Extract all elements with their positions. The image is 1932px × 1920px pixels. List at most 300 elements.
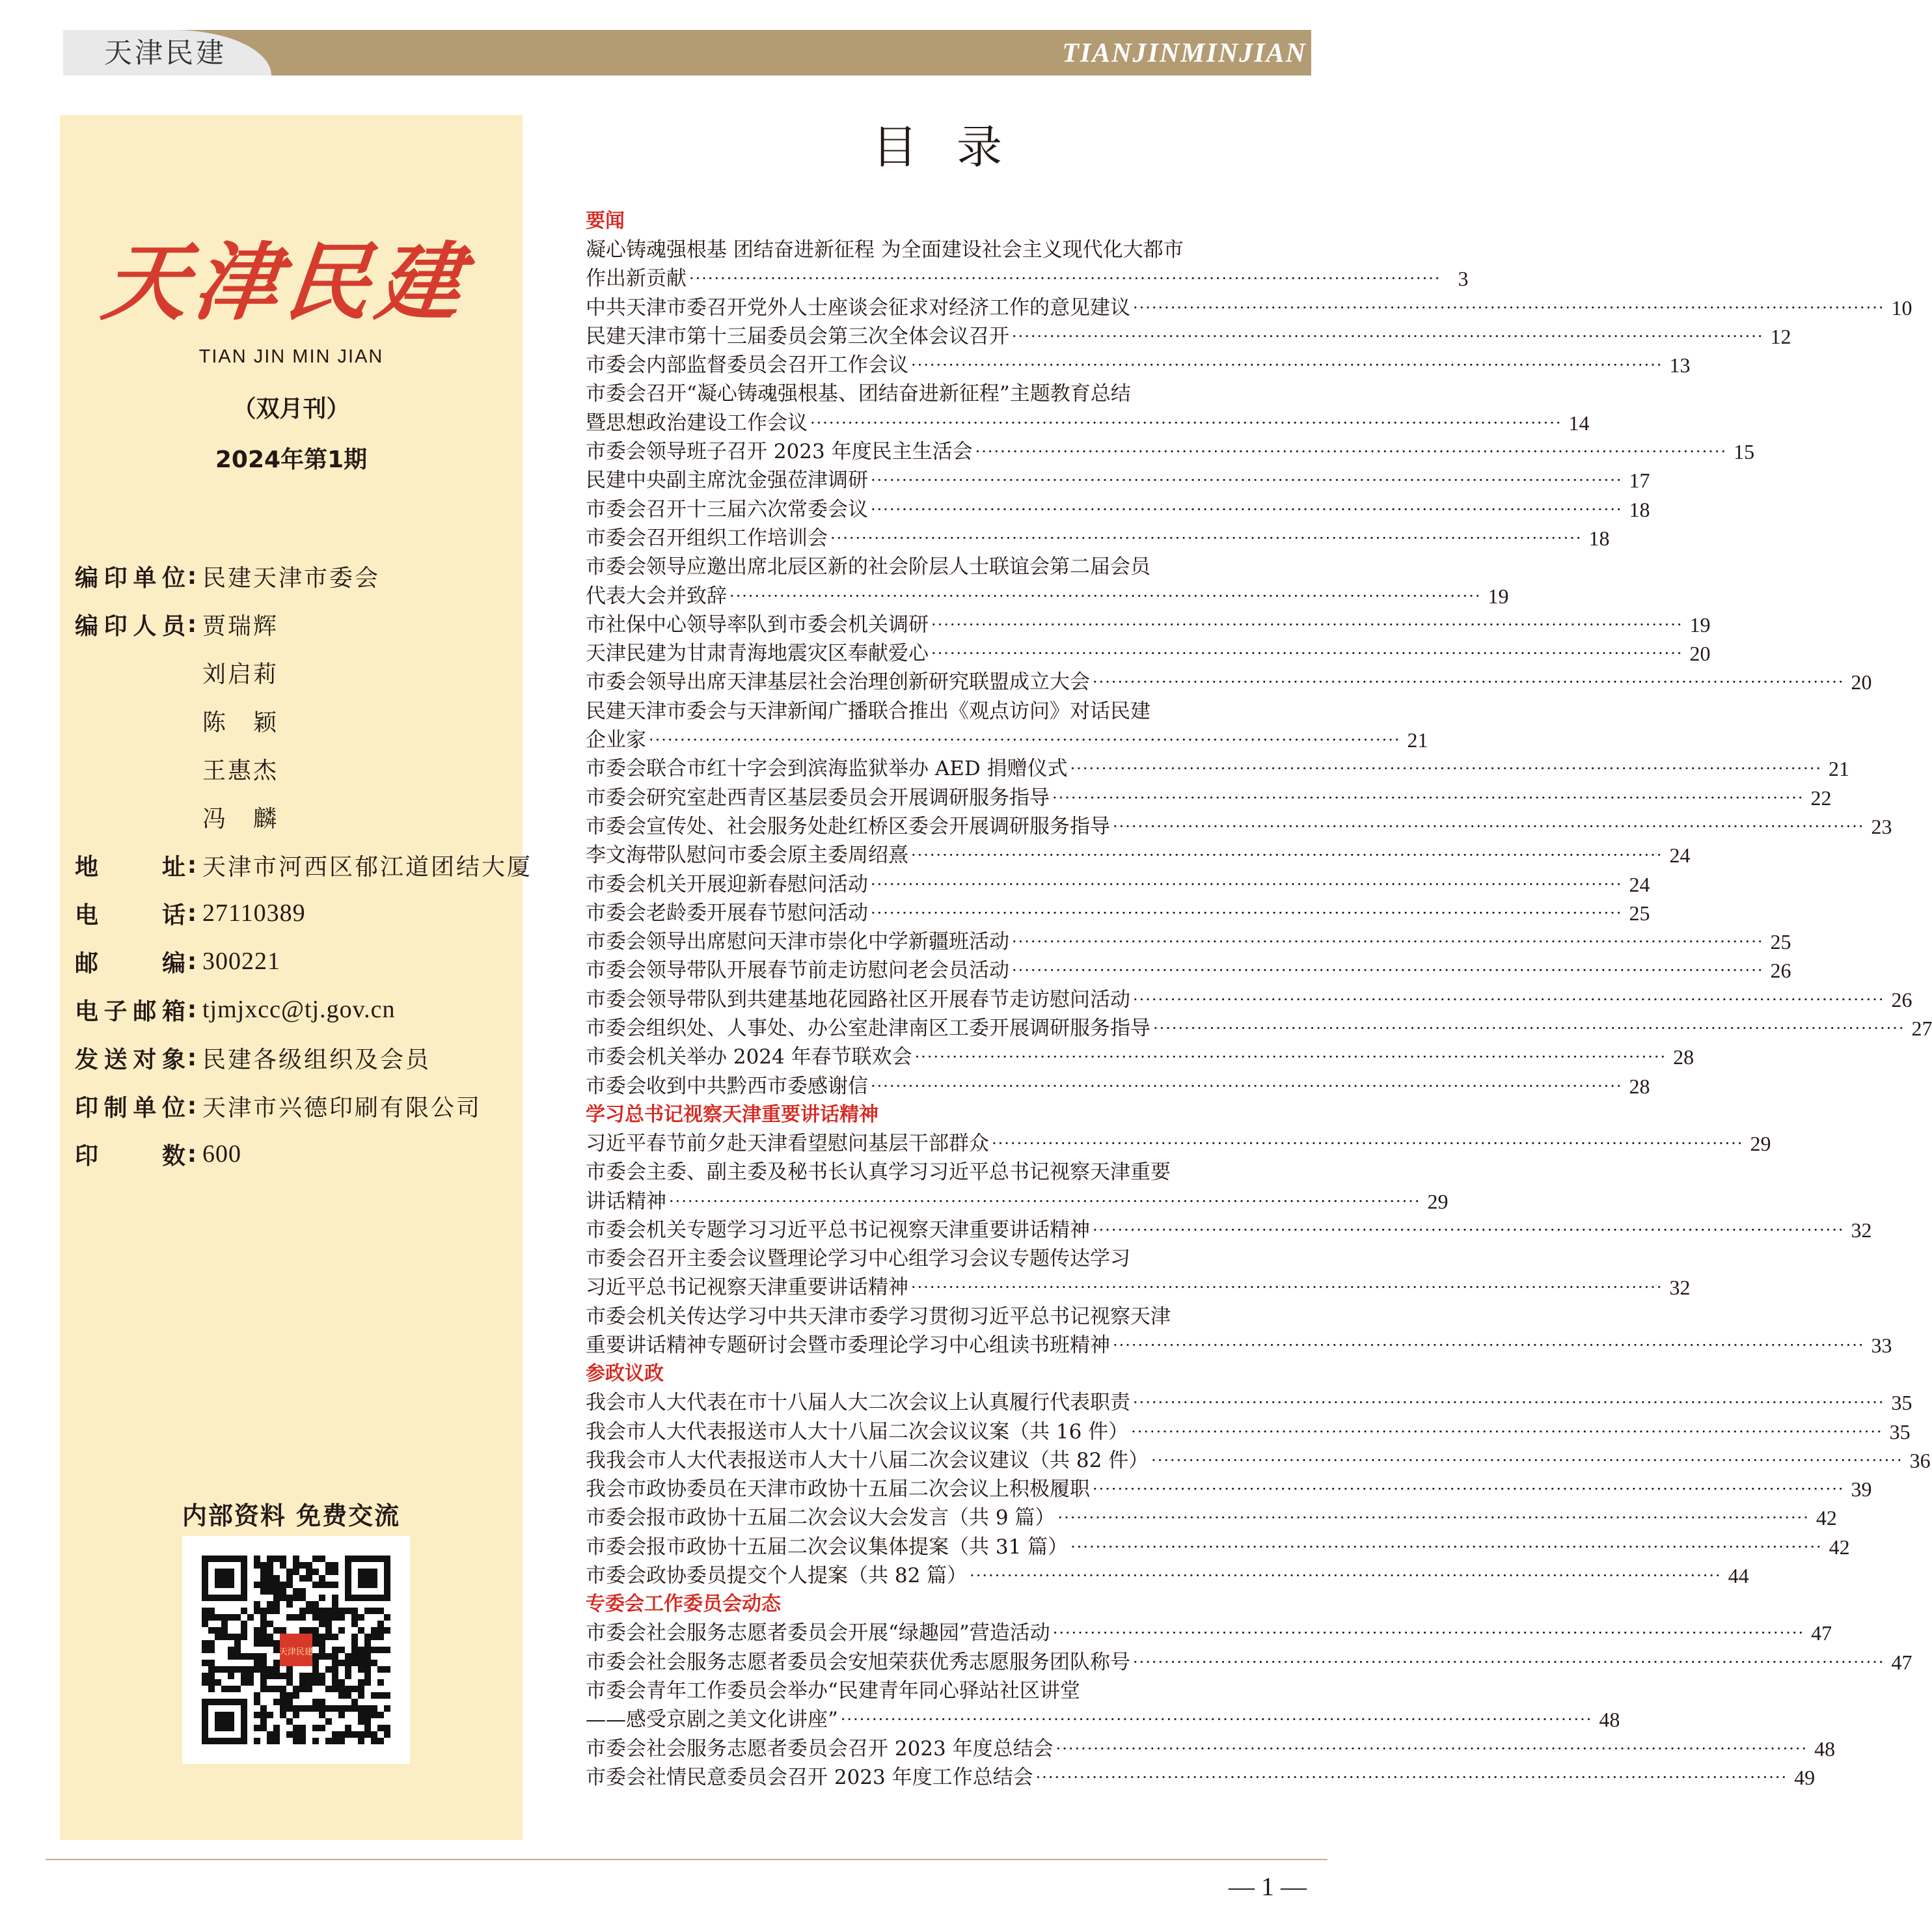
- qr-module: [312, 1699, 319, 1705]
- qr-module: [228, 1686, 234, 1692]
- qr-module: [332, 1614, 338, 1621]
- toc-entry[interactable]: [586, 351, 1691, 379]
- qr-module: [299, 1627, 306, 1634]
- toc-section-heading: 要闻: [586, 210, 625, 232]
- toc-entry[interactable]: [586, 1072, 1650, 1101]
- qr-module: [221, 1614, 228, 1621]
- toc-page-number: 18: [1629, 497, 1650, 521]
- toc-section-heading: 参政议政: [586, 1362, 664, 1386]
- toc-leader-dots: ························································································································: [840, 1710, 1593, 1729]
- qr-module: [286, 1614, 293, 1621]
- qr-module: [286, 1601, 293, 1608]
- qr-module: [260, 1575, 267, 1582]
- toc-leader-dots: ························································································································: [1153, 1019, 1905, 1038]
- qr-module: [241, 1666, 247, 1673]
- qr-module: [234, 1614, 241, 1621]
- info-colon: :: [187, 948, 197, 975]
- qr-module: [384, 1731, 390, 1738]
- toc-entry-title: 市委会领导带队到共建基地花园路社区开展春节走访慰问活动: [586, 987, 1130, 1011]
- info-value: 民建天津市委会: [202, 564, 381, 592]
- toc-entry-title: 市委会研究室赴西青区基层委员会开展调研服务指导: [586, 786, 1050, 810]
- toc-leader-dots: ························································································································: [1012, 933, 1764, 952]
- qr-module: [371, 1647, 377, 1653]
- publication-info: [75, 552, 532, 1178]
- toc-page-number: 36: [1909, 1448, 1931, 1472]
- qr-module: [325, 1634, 332, 1640]
- toc-page-number: 14: [1568, 411, 1590, 435]
- toc-section-heading: 学习总书记视察天津重要讲话精神: [586, 1103, 878, 1126]
- qr-module: [280, 1627, 286, 1634]
- toc-entry[interactable]: [586, 927, 1791, 956]
- qr-module: [312, 1582, 319, 1588]
- qr-module: [358, 1712, 364, 1718]
- toc-entry[interactable]: [586, 1503, 1837, 1532]
- toc-entry-title: 李文海带队慰问市委会原主委周绍熹: [586, 843, 908, 868]
- qr-module: [325, 1686, 332, 1692]
- qr-module: [208, 1679, 215, 1686]
- toc-leader-dots: ························································································································: [649, 731, 1401, 750]
- qr-module: [306, 1608, 312, 1614]
- qr-module: [260, 1634, 267, 1640]
- qr-module: [364, 1731, 371, 1738]
- toc-entry[interactable]: [586, 1014, 1932, 1043]
- qr-module: [332, 1653, 338, 1660]
- info-colon: :: [187, 1140, 197, 1168]
- qr-module: [312, 1634, 319, 1640]
- qr-module: [286, 1575, 293, 1582]
- toc-entry[interactable]: [586, 294, 1912, 322]
- qr-module: [286, 1666, 293, 1673]
- qr-module: [228, 1614, 234, 1621]
- toc-entry[interactable]: [586, 495, 1650, 524]
- qr-module: [293, 1692, 299, 1699]
- toc-entry-title: 暨思想政治建设工作会议: [586, 411, 808, 435]
- toc-entry[interactable]: [586, 668, 1872, 696]
- info-label: 编印单位: [75, 564, 185, 592]
- toc-entry[interactable]: [586, 1273, 1691, 1302]
- toc-entry[interactable]: [586, 264, 1469, 293]
- toc-page-number: 17: [1629, 469, 1650, 493]
- toc-leader-dots: ························································································································: [689, 269, 1441, 288]
- qr-module: [234, 1686, 241, 1692]
- qr-module: [312, 1738, 319, 1744]
- footer-rule: [46, 1859, 1327, 1860]
- qr-module: [241, 1679, 247, 1686]
- qr-module: [260, 1725, 267, 1731]
- qr-module: [234, 1653, 241, 1660]
- qr-module: [364, 1608, 371, 1614]
- qr-module: [377, 1634, 384, 1640]
- toc-leader-dots: ························································································································: [810, 413, 1562, 432]
- qr-module: [312, 1556, 319, 1562]
- qr-module: [319, 1614, 325, 1621]
- qr-module: [273, 1738, 280, 1744]
- toc-entry[interactable]: [586, 784, 1832, 812]
- qr-module: [293, 1556, 299, 1562]
- toc-entry-title: 市委会老龄委开展春节慰问活动: [586, 901, 868, 925]
- toc-entry-line: 市委会机关传达学习中共天津市委学习贯彻习近平总书记视察天津: [586, 1304, 1171, 1328]
- toc-page-number: 13: [1669, 353, 1691, 377]
- toc-entry[interactable]: [586, 1735, 1836, 1763]
- qr-module: [254, 1666, 260, 1673]
- toc-entry-title: ——感受京剧之美文化讲座”: [586, 1708, 838, 1732]
- qr-module: [208, 1627, 215, 1634]
- info-label: 编印人员: [75, 612, 185, 640]
- qr-module: [332, 1601, 338, 1608]
- qr-module: [332, 1673, 338, 1679]
- toc-page-number: 26: [1770, 959, 1791, 983]
- qr-module: [273, 1699, 280, 1705]
- qr-module: [358, 1718, 364, 1725]
- toc-page-number: 26: [1891, 987, 1912, 1011]
- qr-module: [345, 1731, 351, 1738]
- toc-entry[interactable]: [586, 899, 1650, 927]
- qr-module: [293, 1569, 299, 1575]
- qr-module: [319, 1725, 325, 1731]
- toc-leader-dots: ························································································································: [1035, 1768, 1788, 1787]
- qr-module: [260, 1614, 267, 1621]
- qr-module: [351, 1686, 358, 1692]
- qr-module: [260, 1705, 267, 1712]
- qr-module: [202, 1621, 208, 1627]
- qr-module: [293, 1595, 299, 1601]
- toc-entry[interactable]: [586, 1475, 1872, 1503]
- toc-entry[interactable]: [586, 841, 1691, 870]
- toc-entry-title: 市委会社会服务志愿者委员会开展“绿趣园”营造活动: [586, 1621, 1050, 1645]
- qr-module: [208, 1666, 215, 1673]
- info-colon: :: [187, 610, 197, 638]
- toc-entry-title: 市委会召开组织工作培训会: [586, 526, 828, 550]
- toc-page-number: 32: [1851, 1218, 1872, 1242]
- qr-code-image: [182, 1536, 410, 1764]
- header-pinyin: TIANJINMINJIAN: [1062, 38, 1307, 68]
- toc-entry[interactable]: [586, 409, 1590, 437]
- toc-leader-dots: ························································································································: [830, 528, 1583, 547]
- qr-module: [332, 1569, 338, 1575]
- qr-module: [280, 1582, 286, 1588]
- qr-module: [247, 1614, 254, 1621]
- toc-page-number: 19: [1488, 584, 1509, 608]
- editor-name: 陈 颖: [202, 709, 279, 736]
- qr-module: [260, 1640, 267, 1647]
- qr-module: [273, 1627, 280, 1634]
- toc-entry[interactable]: [586, 1619, 1832, 1647]
- qr-module: [371, 1608, 377, 1614]
- qr-module: [371, 1705, 377, 1712]
- qr-module: [364, 1634, 371, 1640]
- toc-leader-dots: ························································································································: [1057, 1509, 1810, 1528]
- toc-leader-dots: ························································································································: [1133, 990, 1885, 1009]
- qr-module: [299, 1562, 306, 1569]
- qr-module: [273, 1601, 280, 1608]
- qr-module: [364, 1673, 371, 1679]
- qr-module: [345, 1692, 351, 1699]
- qr-module: [273, 1556, 280, 1562]
- qr-module: [319, 1705, 325, 1712]
- toc-entry[interactable]: [586, 754, 1850, 783]
- qr-module: [325, 1666, 332, 1673]
- qr-module: [345, 1686, 351, 1692]
- qr-module: [299, 1731, 306, 1738]
- qr-module: [325, 1562, 332, 1569]
- toc-entry-line: 市委会召开“凝心铸魂强根基、团结奋进新征程”主题教育总结: [586, 382, 1131, 406]
- toc-leader-dots: ························································································································: [1133, 1393, 1885, 1412]
- qr-module: [332, 1562, 338, 1569]
- qr-module: [267, 1588, 273, 1595]
- qr-module: [267, 1582, 273, 1588]
- qr-module: [377, 1679, 384, 1686]
- toc-entry[interactable]: [586, 1043, 1694, 1071]
- qr-module: [280, 1556, 286, 1562]
- qr-module: [254, 1653, 260, 1660]
- toc-entry[interactable]: [586, 466, 1650, 495]
- qr-module: [319, 1653, 325, 1660]
- qr-module: [202, 1660, 208, 1666]
- toc-entry[interactable]: [586, 1648, 1912, 1677]
- qr-module: [280, 1699, 286, 1705]
- qr-module: [306, 1569, 312, 1575]
- qr-module: [312, 1608, 319, 1614]
- qr-module: [306, 1601, 312, 1608]
- toc-entry[interactable]: [586, 870, 1650, 899]
- toc-leader-dots: ························································································································: [1113, 1336, 1865, 1354]
- qr-module: [202, 1673, 208, 1679]
- toc-entry-title: 天津民建为甘肃青海地震灾区奉献爱心: [586, 642, 929, 666]
- toc-entry[interactable]: [586, 1705, 1620, 1734]
- qr-module: [299, 1725, 306, 1731]
- publication-frequency: （双月刊）: [232, 396, 350, 422]
- qr-module: [299, 1686, 306, 1692]
- toc-page-number: 25: [1770, 930, 1791, 954]
- toc-entry[interactable]: [586, 437, 1755, 466]
- toc-entry[interactable]: [586, 1331, 1892, 1360]
- toc-page-number: 48: [1814, 1736, 1836, 1761]
- qr-module: [358, 1627, 364, 1634]
- info-value: 天津市兴德印刷有限公司: [202, 1094, 482, 1121]
- toc-leader-dots: ························································································································: [970, 1567, 1722, 1585]
- qr-module: [377, 1666, 384, 1673]
- toc-entry[interactable]: [586, 582, 1509, 610]
- qr-module: [364, 1647, 371, 1653]
- toc-page-number: 20: [1851, 670, 1872, 694]
- magazine-logo: 天津民建: [98, 232, 474, 332]
- qr-module: [377, 1621, 384, 1627]
- info-colon: :: [187, 899, 197, 927]
- toc-entry[interactable]: [586, 1763, 1816, 1792]
- qr-module: [319, 1640, 325, 1647]
- toc-page-number: 33: [1871, 1333, 1892, 1357]
- info-row: [75, 1034, 532, 1082]
- qr-module: [286, 1679, 293, 1686]
- toc-page-number: 24: [1629, 872, 1650, 896]
- toc-page-number: 35: [1891, 1391, 1912, 1415]
- toc-entry-title: 市委会召开十三届六次常委会议: [586, 497, 868, 521]
- qr-module: [273, 1640, 280, 1647]
- toc-entry[interactable]: [586, 1561, 1749, 1590]
- info-row: [75, 985, 532, 1034]
- toc-page-number: 3: [1458, 267, 1469, 291]
- qr-module: [319, 1712, 325, 1718]
- toc-entry-title: 市委会领导带队开展春节前走访慰问老会员活动: [586, 959, 1009, 983]
- qr-module: [325, 1582, 332, 1588]
- qr-module: [293, 1614, 299, 1621]
- qr-module: [306, 1562, 312, 1569]
- qr-module: [364, 1725, 371, 1731]
- qr-module: [247, 1653, 254, 1660]
- qr-module: [345, 1653, 351, 1660]
- qr-module: [254, 1608, 260, 1614]
- toc-leader-dots: ························································································································: [871, 500, 1623, 519]
- toc-entry[interactable]: [586, 1533, 1850, 1561]
- info-colon: :: [187, 562, 197, 590]
- qr-module: [325, 1569, 332, 1575]
- qr-module: [234, 1666, 241, 1673]
- toc-leader-dots: ························································································································: [931, 644, 1683, 663]
- qr-module: [208, 1640, 215, 1647]
- qr-module: [260, 1686, 267, 1692]
- toc-entry[interactable]: [586, 524, 1610, 553]
- qr-code[interactable]: [182, 1536, 410, 1764]
- toc-entry[interactable]: [586, 1129, 1771, 1158]
- toc-entry[interactable]: [586, 1216, 1872, 1244]
- toc-page-number: 29: [1427, 1189, 1449, 1213]
- qr-module: [286, 1595, 293, 1601]
- qr-module: [267, 1562, 273, 1569]
- qr-module: [273, 1673, 280, 1679]
- qr-module: [325, 1608, 332, 1614]
- qr-module: [260, 1712, 267, 1718]
- toc-entry[interactable]: [586, 1418, 1911, 1446]
- toc-page-number: 21: [1829, 757, 1850, 781]
- qr-module: [286, 1673, 293, 1679]
- qr-module: [254, 1699, 260, 1705]
- toc-entry[interactable]: [586, 726, 1428, 754]
- toc-entry[interactable]: [586, 610, 1711, 639]
- toc-entry[interactable]: [586, 985, 1912, 1014]
- info-value: 600: [202, 1140, 241, 1168]
- qr-module: [384, 1725, 390, 1731]
- qr-finder-core: [358, 1569, 377, 1588]
- qr-module: [208, 1660, 215, 1666]
- toc-entry-title: 市委会报市政协十五届二次会议大会发言（共 9 篇）: [586, 1506, 1055, 1530]
- qr-module: [338, 1660, 345, 1666]
- qr-module: [208, 1608, 215, 1614]
- toc-entry[interactable]: [586, 1388, 1912, 1417]
- qr-module: [358, 1731, 364, 1738]
- qr-module: [254, 1692, 260, 1699]
- qr-module: [351, 1640, 358, 1647]
- toc-entry[interactable]: [586, 1187, 1449, 1216]
- qr-module: [338, 1738, 345, 1744]
- toc-page-number: 39: [1851, 1477, 1872, 1502]
- qr-module: [332, 1595, 338, 1601]
- toc-entry-title: 讲话精神: [586, 1189, 666, 1213]
- info-label: 发送对象: [75, 1046, 185, 1073]
- toc-entry[interactable]: [586, 322, 1791, 351]
- qr-module: [280, 1673, 286, 1679]
- qr-module: [377, 1712, 384, 1718]
- qr-module: [325, 1705, 332, 1712]
- qr-module: [215, 1679, 221, 1686]
- qr-module: [364, 1679, 371, 1686]
- qr-finder-core: [215, 1712, 234, 1731]
- qr-module: [267, 1575, 273, 1582]
- qr-module: [286, 1692, 293, 1699]
- qr-module: [241, 1673, 247, 1679]
- qr-module: [319, 1699, 325, 1705]
- qr-module: [332, 1731, 338, 1738]
- qr-module: [351, 1621, 358, 1627]
- qr-module: [306, 1705, 312, 1712]
- toc-page-number: 42: [1829, 1535, 1850, 1559]
- qr-module: [260, 1666, 267, 1673]
- qr-module: [202, 1647, 208, 1653]
- toc-entry-title: 市委会宣传处、社会服务处赴红桥区委会开展调研服务指导: [586, 814, 1110, 838]
- toc-page-number: 42: [1816, 1506, 1837, 1530]
- qr-module: [319, 1582, 325, 1588]
- qr-module: [234, 1640, 241, 1647]
- qr-module: [299, 1595, 306, 1601]
- qr-module: [254, 1562, 260, 1569]
- toc-page-number: 19: [1689, 612, 1711, 637]
- qr-module: [351, 1731, 358, 1738]
- toc-page-number: 28: [1629, 1074, 1650, 1098]
- qr-module: [267, 1601, 273, 1608]
- qr-module: [280, 1595, 286, 1601]
- qr-module: [273, 1660, 280, 1666]
- toc-leader-dots: ························································································································: [911, 1278, 1663, 1297]
- qr-module: [371, 1627, 377, 1634]
- qr-module: [228, 1653, 234, 1660]
- toc-entry-title: 市委会政协委员提交个人提案（共 82 篇）: [586, 1564, 968, 1588]
- qr-module: [351, 1653, 358, 1660]
- qr-module: [273, 1686, 280, 1692]
- toc-entry-title: 市委会机关专题学习习近平总书记视察天津重要讲话精神: [586, 1218, 1090, 1242]
- toc-entry[interactable]: [586, 1446, 1931, 1475]
- toc-entry-line: 市委会领导应邀出席北辰区新的社会阶层人士联谊会第二届会员: [586, 555, 1150, 579]
- qr-module: [299, 1705, 306, 1712]
- qr-module: [221, 1686, 228, 1692]
- toc-entry[interactable]: [586, 639, 1711, 668]
- qr-center-logo-text: 天津民建: [279, 1647, 314, 1657]
- qr-module: [221, 1666, 228, 1673]
- info-value: 天津市河西区郁江道团结大厦: [202, 853, 533, 881]
- qr-module: [299, 1738, 306, 1744]
- qr-module: [332, 1660, 338, 1666]
- toc-entry-title: 市委会社会服务志愿者委员会召开 2023 年度总结会: [586, 1736, 1054, 1761]
- qr-module: [306, 1686, 312, 1692]
- toc-entry-line: 市委会青年工作委员会举办“民建青年同心驿站社区讲堂: [586, 1679, 1080, 1703]
- qr-module: [254, 1660, 260, 1666]
- qr-module: [273, 1575, 280, 1582]
- qr-module: [332, 1666, 338, 1673]
- toc-entry-title: 市委会内部监督委员会召开工作会议: [586, 353, 908, 377]
- qr-module: [299, 1673, 306, 1679]
- toc-leader-dots: ························································································································: [1151, 1451, 1903, 1470]
- toc-entry[interactable]: [586, 956, 1791, 985]
- qr-module: [384, 1614, 390, 1621]
- qr-module: [371, 1731, 377, 1738]
- toc-page-number: 29: [1750, 1131, 1771, 1155]
- qr-module: [351, 1614, 358, 1621]
- toc-entry[interactable]: [586, 812, 1892, 841]
- toc-title: 目录: [872, 120, 1041, 174]
- toc-leader-dots: ························································································································: [1133, 1653, 1885, 1671]
- qr-module: [267, 1608, 273, 1614]
- qr-module: [358, 1647, 364, 1653]
- qr-module: [267, 1673, 273, 1679]
- qr-module: [358, 1738, 364, 1744]
